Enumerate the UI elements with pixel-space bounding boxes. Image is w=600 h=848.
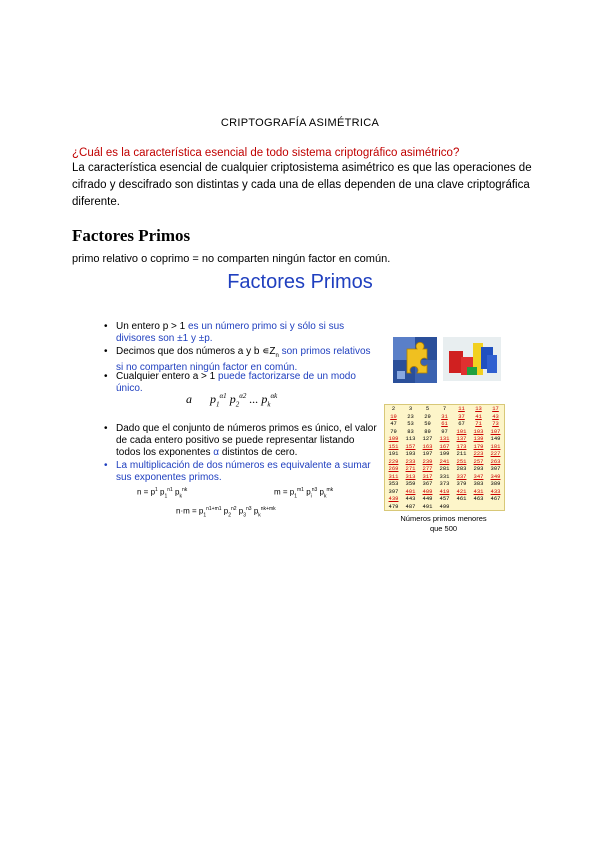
prime-cell: 233: [405, 457, 416, 465]
puzzle-image: [393, 337, 437, 383]
prime-cell: 47: [390, 420, 397, 427]
prime-cell: 317: [422, 472, 433, 480]
prime-cell: 101: [456, 427, 467, 435]
primes-row: [385, 495, 504, 503]
prime-cell: 137: [456, 435, 467, 442]
primes-row: [385, 405, 504, 413]
prime-cell: 29: [424, 412, 431, 420]
bullet-symbol: ∊Z: [262, 346, 276, 357]
prime-cell: 109: [388, 435, 399, 442]
prime-cell: 11: [458, 405, 465, 412]
prime-cell: 13: [475, 405, 482, 412]
bullet-text: Dado que el conjunto de números primos es único, el valor de cada entero positivo se puede representar listando todos los exponentes: [116, 423, 377, 458]
question-text: ¿Cuál es la característica esencial de todo sistema criptográfico asimétrico?: [72, 147, 460, 159]
prime-cell: 349: [490, 472, 501, 480]
prime-cell: 337: [456, 472, 467, 480]
prime-cell: 3: [408, 405, 413, 412]
bullet-text: Cualquier entero a > 1: [116, 371, 219, 382]
prime-cell: 167: [439, 442, 450, 450]
prime-cell: 163: [422, 442, 433, 450]
prime-cell: 433: [490, 487, 501, 495]
definition-text: primo relativo o coprimo = no comparten ningún factor en común.: [72, 253, 391, 265]
prime-cell: 79: [390, 427, 397, 435]
section-heading: Factores Primos: [72, 226, 191, 245]
puzzle-icon: [393, 337, 437, 383]
prime-cell: 331: [439, 472, 450, 480]
primes-row: [385, 413, 504, 421]
answer-paragraph: La característica esencial de cualquier criptosistema asimétrico es que las operaciones de cifrado y descifrado son distintas y cada una de ellas dependen de una clave criptográfica diferente.: [72, 162, 532, 208]
prime-cell: 463: [473, 495, 484, 502]
prime-cell: 421: [456, 487, 467, 495]
primes-row: [385, 473, 504, 481]
prime-cell: 409: [422, 487, 433, 495]
prime-cell: 431: [473, 487, 484, 495]
formula-lhs: a: [186, 392, 192, 406]
bullet-dot: •: [104, 346, 108, 357]
prime-cell: 241: [439, 457, 450, 465]
factorization-formula: a $p_1^{\alpha 1}$ $p_2^{\alpha 2}$ ... $p_k^{\alpha k}$: [186, 392, 278, 409]
prime-cell: 67: [458, 420, 465, 427]
prime-cell: 83: [407, 427, 414, 435]
formula-nm-text: n·m = p: [176, 506, 204, 516]
primes-row: [385, 458, 504, 466]
document-title: CRIPTOGRAFÍA ASIMÉTRICA: [220, 117, 380, 129]
prime-cell: 191: [388, 450, 399, 457]
prime-cell: 269: [388, 465, 399, 472]
bullet-dot: •: [104, 321, 108, 332]
prime-cell: 19: [390, 412, 397, 420]
prime-cell: 97: [441, 427, 448, 435]
alpha-symbol: α: [213, 447, 220, 458]
prime-cell: 193: [405, 450, 416, 457]
prime-cell: 491: [422, 502, 433, 510]
prime-cell: 457: [439, 495, 450, 502]
prime-cell: 71: [475, 420, 482, 427]
primes-row: [385, 450, 504, 458]
prime-cell: 157: [405, 442, 416, 450]
primes-row: [385, 443, 504, 451]
prime-cell: 389: [490, 480, 501, 487]
bullet-relative-primes: [104, 346, 378, 374]
prime-cell: 2: [391, 405, 396, 412]
bullet-prime-definition: [104, 321, 378, 345]
primes-row: [385, 480, 504, 488]
prime-cell: 271: [405, 465, 416, 472]
prime-cell: 37: [458, 412, 465, 420]
slide-title: Factores Primos: [227, 271, 373, 293]
primes-grid: [385, 405, 504, 510]
blocks-icon: [443, 337, 501, 381]
prime-cell: 53: [407, 420, 414, 427]
prime-cell: 373: [439, 480, 450, 487]
formula-n: $n = p^1$ $p_1^{n1}$ $p_k^{nk}$: [137, 487, 188, 500]
prime-cell: 107: [490, 427, 501, 435]
prime-cell: 461: [456, 495, 467, 502]
bullet-text-end: distintos de cero.: [219, 447, 298, 458]
bullet-text-highlight: son primos relativos si no comparten ningún factor en común.: [116, 346, 371, 373]
prime-cell: 307: [490, 465, 501, 472]
bullet-text-end: equivalente a sumar sus exponentes primos.: [116, 460, 371, 483]
prime-cell: 149: [490, 435, 501, 442]
prime-cell: 383: [473, 480, 484, 487]
prime-cell: 31: [441, 412, 448, 420]
primes-caption-line1: Números primos menores: [400, 514, 487, 523]
prime-cell: 293: [473, 465, 484, 472]
formula-n-text: n = p: [137, 487, 156, 497]
prime-cell: 59: [424, 420, 431, 427]
prime-cell: 199: [439, 450, 450, 457]
primes-row: [385, 420, 504, 428]
prime-cell: 131: [439, 435, 450, 442]
prime-cell: 229: [388, 457, 399, 465]
prime-cell: 103: [473, 427, 484, 435]
prime-cell: 227: [490, 450, 501, 457]
prime-cell: 449: [422, 495, 433, 502]
prime-cell: 17: [492, 405, 499, 412]
prime-cell: 467: [490, 495, 501, 502]
prime-cell: 257: [473, 457, 484, 465]
prime-cell: 487: [405, 502, 416, 510]
prime-cell: 173: [456, 442, 467, 450]
primes-row: [385, 435, 504, 443]
primes-row: [385, 428, 504, 436]
formula-m: $m = p_1^{m1}$ $p_i^{n3}$ $p_k^{mk}$: [274, 487, 334, 500]
prime-cell: 43: [492, 412, 499, 420]
prime-cell: 239: [422, 457, 433, 465]
prime-cell: 379: [456, 480, 467, 487]
bullet-dot: •: [104, 423, 108, 434]
prime-cell: 419: [439, 487, 450, 495]
bullet-subscript: n: [275, 353, 279, 359]
prime-cell: 283: [456, 465, 467, 472]
prime-cell: 367: [422, 480, 433, 487]
bullet-dot: •: [104, 371, 108, 382]
prime-cell: 211: [456, 450, 467, 457]
prime-cell: 443: [405, 495, 416, 502]
primes-row: [385, 465, 504, 473]
prime-cell: 223: [473, 450, 484, 457]
primes-table: [384, 404, 505, 511]
prime-cell: 179: [473, 442, 484, 450]
bullet-text: La multiplicación de dos números es: [116, 460, 281, 471]
prime-cell: 151: [388, 442, 399, 450]
primes-caption: [384, 514, 503, 534]
prime-cell: 181: [490, 442, 501, 450]
prime-cell: 313: [405, 472, 416, 480]
prime-cell: 89: [424, 427, 431, 435]
prime-cell: 197: [422, 450, 433, 457]
prime-cell: 41: [475, 412, 482, 420]
primes-row: [385, 503, 504, 511]
prime-cell: 479: [388, 502, 399, 510]
prime-cell: 251: [456, 457, 467, 465]
primes-row: [385, 488, 504, 496]
prime-cell: 353: [388, 480, 399, 487]
bullet-text-highlight: es un número primo si y sólo si sus divisores son ±1 y ±p.: [116, 321, 345, 344]
bullet-unique-representation: [104, 423, 381, 459]
bullet-text: Decimos que dos números a y b: [116, 346, 263, 357]
prime-cell: 281: [439, 465, 450, 472]
bullet-text-highlight: puede factorizarse de un modo único.: [116, 371, 356, 394]
bullet-multiplication: [104, 460, 378, 484]
prime-cell: 73: [492, 420, 499, 427]
prime-cell: 263: [490, 457, 501, 465]
prime-cell: 127: [422, 435, 433, 442]
formula-nm: $n\cdot m = p_1^{n1+m1}$ $p_2^{n2}$ $p_3^{n3}$ $p_k^{nk+mk}$: [176, 506, 276, 519]
bullet-text: Un entero p > 1: [116, 321, 188, 332]
prime-cell: 61: [441, 420, 448, 427]
prime-cell: 311: [388, 472, 399, 480]
building-blocks-image: [443, 337, 501, 381]
prime-cell: 347: [473, 472, 484, 480]
prime-cell: 5: [425, 405, 430, 412]
prime-cell: 113: [405, 435, 416, 442]
prime-cell: 277: [422, 465, 433, 472]
prime-cell: 23: [407, 412, 414, 420]
bullet-dot: •: [104, 460, 108, 471]
prime-cell: 7: [442, 405, 447, 412]
primes-caption-line2: que 500: [429, 524, 458, 533]
prime-cell: 401: [405, 487, 416, 495]
prime-cell: 359: [405, 480, 416, 487]
formula-m-text: m = p: [274, 487, 295, 497]
prime-cell: 499: [439, 502, 450, 510]
prime-cell: 139: [473, 435, 484, 442]
prime-cell: 439: [388, 495, 399, 502]
prime-cell: 397: [388, 487, 399, 495]
